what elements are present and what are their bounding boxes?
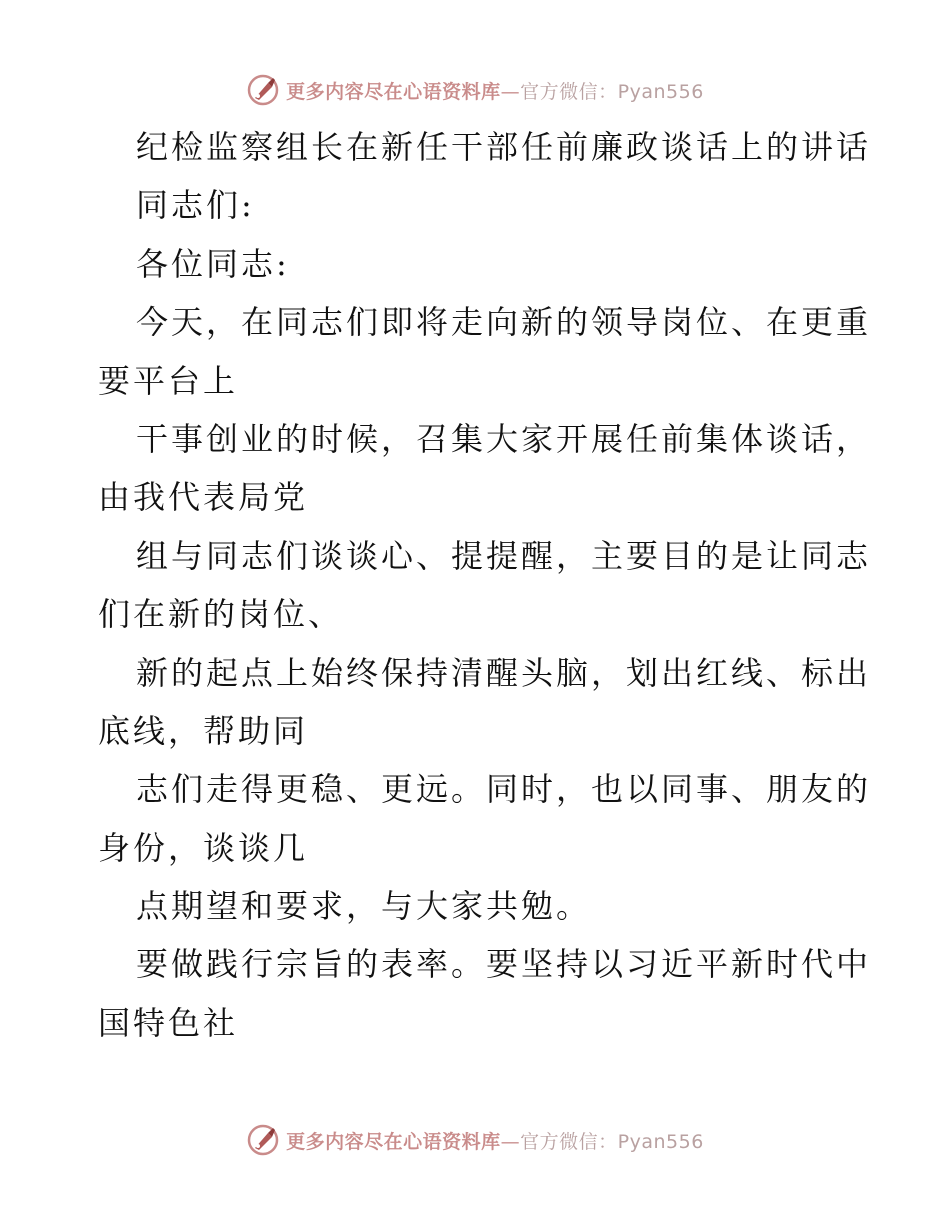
header-separator: — [500, 80, 521, 103]
document-line: 们在新的岗位、 [98, 595, 344, 634]
document-line: 国特色社 [98, 1003, 239, 1042]
document-title: 纪检监察组长在新任干部任前廉政谈话上的讲话 [136, 128, 872, 166]
footer-watermark-text [286, 1127, 704, 1154]
document-body [98, 118, 872, 1052]
document-line: 组与同志们谈谈心、提提醒，主要目的是让同志 [136, 536, 872, 575]
quill-pen-icon [246, 1123, 280, 1157]
document-line: 新的起点上始终保持清醒头脑，划出红线、标出 [136, 653, 872, 692]
quill-pen-icon [246, 73, 280, 107]
document-line: 同志们: [136, 186, 255, 225]
document-line: 点期望和要求，与大家共勉。 [136, 887, 592, 926]
header-watermark-text [286, 77, 704, 104]
header-brand: 更多内容尽在心语资料库 [286, 80, 501, 103]
footer-brand: 更多内容尽在心语资料库 [286, 1130, 501, 1153]
document-line: 今天，在同志们即将走向新的领导岗位、在更重 [136, 303, 872, 342]
document-line: 由我代表局党 [98, 478, 309, 517]
document-line: 身份，谈谈几 [98, 828, 309, 867]
document-line: 各位同志: [136, 244, 290, 283]
header-wechat: 官方微信：Pyan556 [520, 80, 704, 103]
document-line: 要平台上 [98, 361, 239, 400]
header-watermark [0, 70, 950, 110]
document-line: 干事创业的时候，召集大家开展任前集体谈话， [136, 419, 872, 458]
footer-wechat: 官方微信：Pyan556 [520, 1130, 704, 1153]
footer-watermark [0, 1120, 950, 1160]
document-line: 底线，帮助同 [98, 711, 309, 750]
document-line: 要做践行宗旨的表率。要坚持以习近平新时代中 [136, 945, 872, 984]
footer-separator: — [500, 1130, 521, 1153]
document-line: 志们走得更稳、更远。同时，也以同事、朋友的 [136, 770, 872, 809]
